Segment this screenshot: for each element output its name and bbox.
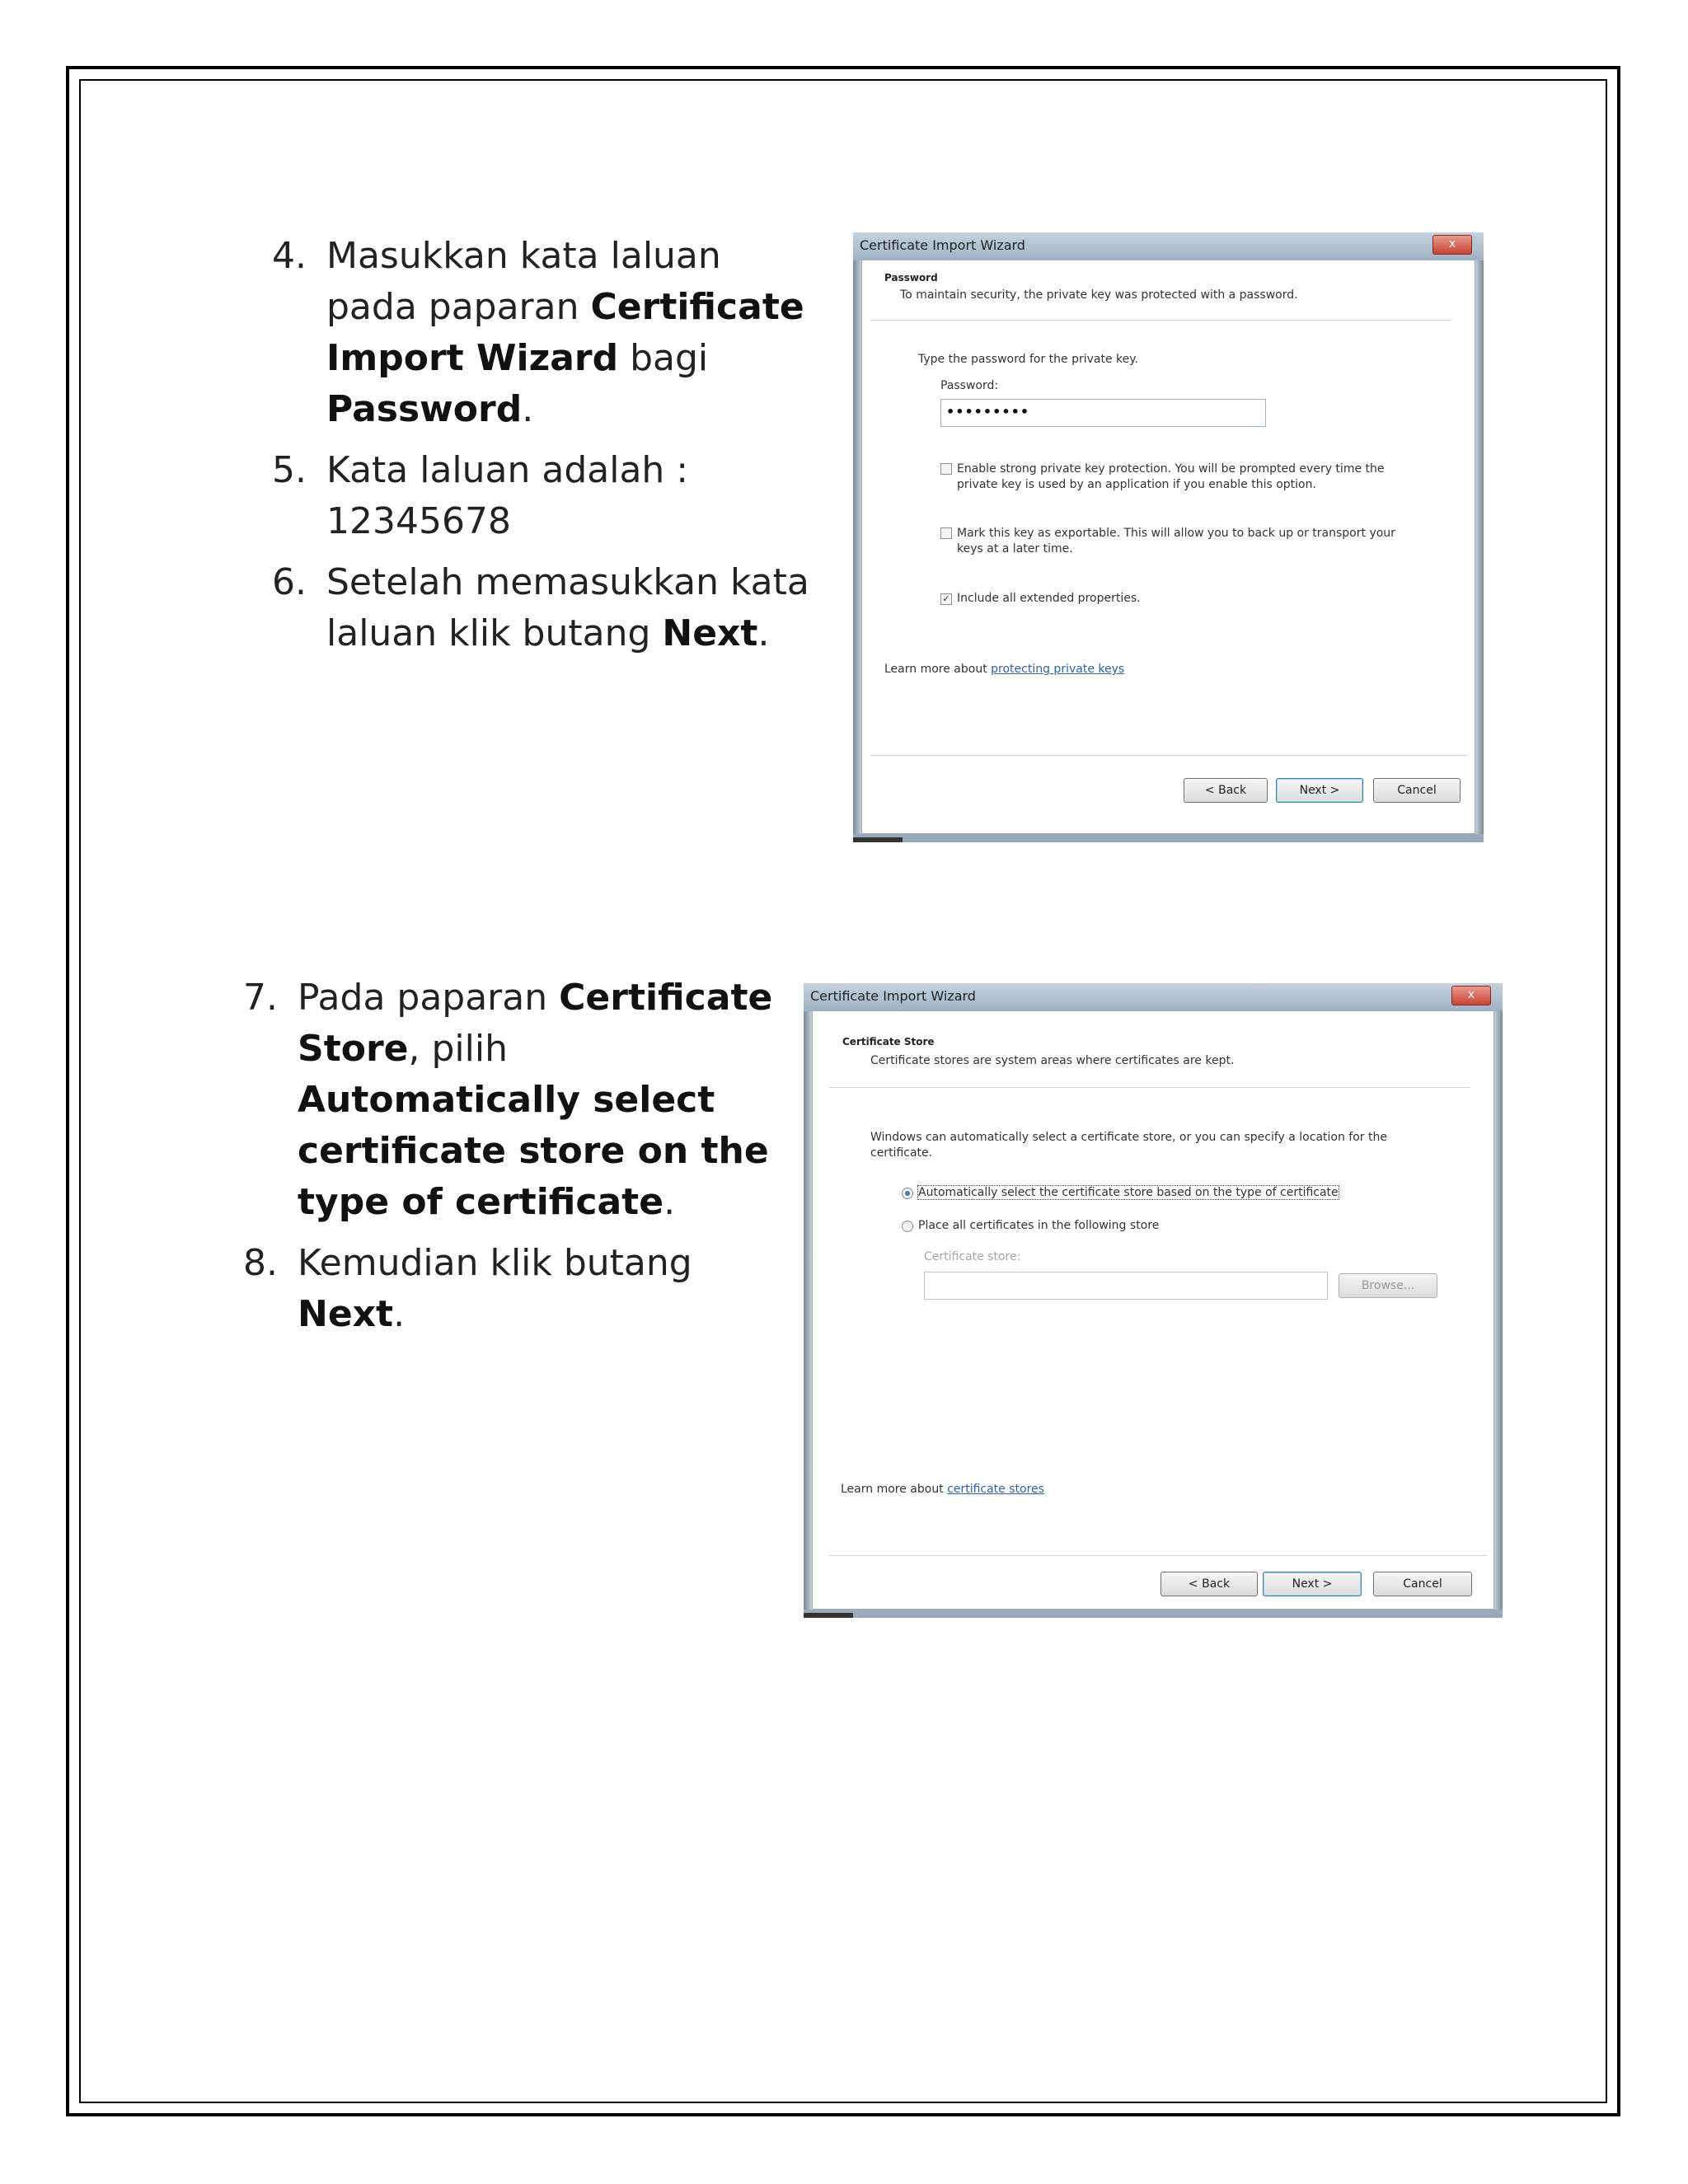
step-emphasis: Certificate Store: [298, 977, 773, 1070]
certificate-store-label: Certificate store:: [924, 1250, 1021, 1263]
dialog-frame-bottom: [804, 1610, 1503, 1618]
step-emphasis: Next: [298, 1293, 394, 1335]
step-number: 6.: [272, 561, 307, 603]
exportable-label: Mark this key as exportable. This will allow you to back up or transport your keys at a later time.: [957, 527, 1395, 555]
cancel-button[interactable]: Cancel: [1373, 1572, 1472, 1596]
step-text: Kemudian klik butang: [298, 1242, 692, 1284]
header-divider: [870, 320, 1451, 321]
learn-more-text: [884, 663, 1124, 676]
dialog-title: Certificate Import Wizard: [860, 237, 1025, 253]
step-number: 7.: [243, 977, 278, 1019]
extended-properties-label: Include all extended properties.: [957, 592, 1141, 605]
step-text: Masukkan kata laluan pada paparan: [326, 235, 721, 328]
dialog-title-bar: [853, 232, 1484, 261]
dialog-frame-left: [853, 260, 861, 842]
certificate-store-input[interactable]: [924, 1272, 1328, 1300]
next-button[interactable]: Next >: [1276, 778, 1363, 803]
back-button[interactable]: < Back: [1184, 778, 1268, 803]
auto-select-store-label[interactable]: Automatically select the certificate store based on the type of certificate: [918, 1186, 1339, 1199]
dialog-body: [812, 1011, 1494, 1610]
next-button[interactable]: Next >: [1263, 1572, 1362, 1596]
strong-protection-label: Enable strong private key protection. You will be prompted every time the private key is used by an application if you enable this option.: [957, 462, 1385, 491]
step-number: 4.: [272, 235, 307, 277]
instruction-step: [243, 972, 787, 1228]
password-prompt: Type the password for the private key.: [918, 353, 1138, 366]
browse-button[interactable]: Browse...: [1339, 1273, 1437, 1298]
step-number: 8.: [243, 1242, 278, 1284]
password-label: Password:: [940, 379, 999, 392]
step-number: 5.: [272, 449, 307, 491]
close-button[interactable]: x: [1451, 986, 1491, 1005]
cancel-button[interactable]: Cancel: [1373, 778, 1461, 803]
footer-divider: [829, 1555, 1487, 1556]
store-intro-text: Windows can automatically select a certificate store, or you can specify a location for the certificate.: [870, 1131, 1387, 1160]
dialog-title: Certificate Import Wizard: [810, 988, 976, 1004]
instruction-step: [272, 445, 816, 547]
dialog-title-bar: [804, 983, 1503, 1012]
certificate-store-dialog: [804, 983, 1503, 1618]
auto-select-store-radio[interactable]: [902, 1188, 913, 1199]
password-input[interactable]: •••••••••: [940, 399, 1266, 427]
dialog-frame-bottom: [853, 834, 1484, 842]
step-text: bagi: [618, 337, 709, 379]
place-in-store-radio[interactable]: [902, 1221, 913, 1232]
step-text: , pilih: [408, 1028, 508, 1070]
exportable-checkbox[interactable]: [940, 527, 952, 539]
dialog-frame-right: [1475, 260, 1484, 842]
strong-protection-checkbox[interactable]: [940, 463, 952, 475]
footer-divider: [870, 755, 1468, 756]
learn-more-prefix: Learn more about: [841, 1483, 948, 1496]
place-in-store-label[interactable]: Place all certificates in the following store: [918, 1219, 1160, 1232]
wizard-page-title: Certificate Store: [842, 1036, 935, 1047]
step-text: .: [522, 388, 534, 430]
extended-properties-checkbox[interactable]: ✓: [940, 593, 952, 605]
learn-more-text: [841, 1483, 1044, 1496]
instruction-step: [243, 1238, 787, 1340]
instruction-list-first: [272, 231, 816, 669]
header-divider: [829, 1087, 1470, 1088]
certificate-stores-link[interactable]: certificate stores: [947, 1483, 1044, 1496]
step-emphasis: Automatically select certificate store on the type of certificate: [298, 1079, 769, 1223]
step-text: Pada paparan: [298, 977, 560, 1019]
step-emphasis: Certificate Import Wizard: [326, 286, 804, 379]
step-text: .: [393, 1293, 406, 1335]
protecting-keys-link[interactable]: protecting private keys: [991, 663, 1125, 676]
wizard-page-title: Password: [884, 272, 938, 284]
step-emphasis: Password: [326, 388, 523, 430]
dialog-frame-left: [804, 1011, 812, 1618]
back-button[interactable]: < Back: [1160, 1572, 1258, 1596]
dialog-body: [861, 260, 1475, 834]
step-text: Setelah memasukkan kata laluan klik butang: [326, 561, 809, 654]
wizard-page-description: Certificate stores are system areas where certificates are kept.: [870, 1054, 1235, 1067]
dialog-frame-right: [1494, 1011, 1503, 1618]
step-text: .: [757, 612, 770, 654]
close-button[interactable]: x: [1432, 235, 1472, 255]
step-text: .: [663, 1181, 676, 1223]
password-dialog: [853, 232, 1484, 842]
learn-more-prefix: Learn more about: [884, 663, 992, 676]
step-text: Kata laluan adalah : 12345678: [326, 449, 689, 542]
instruction-list-second: [243, 972, 787, 1350]
instruction-step: [272, 557, 816, 659]
step-emphasis: Next: [662, 612, 758, 654]
instruction-step: [272, 231, 816, 435]
wizard-page-description: To maintain security, the private key was protected with a password.: [900, 288, 1298, 302]
